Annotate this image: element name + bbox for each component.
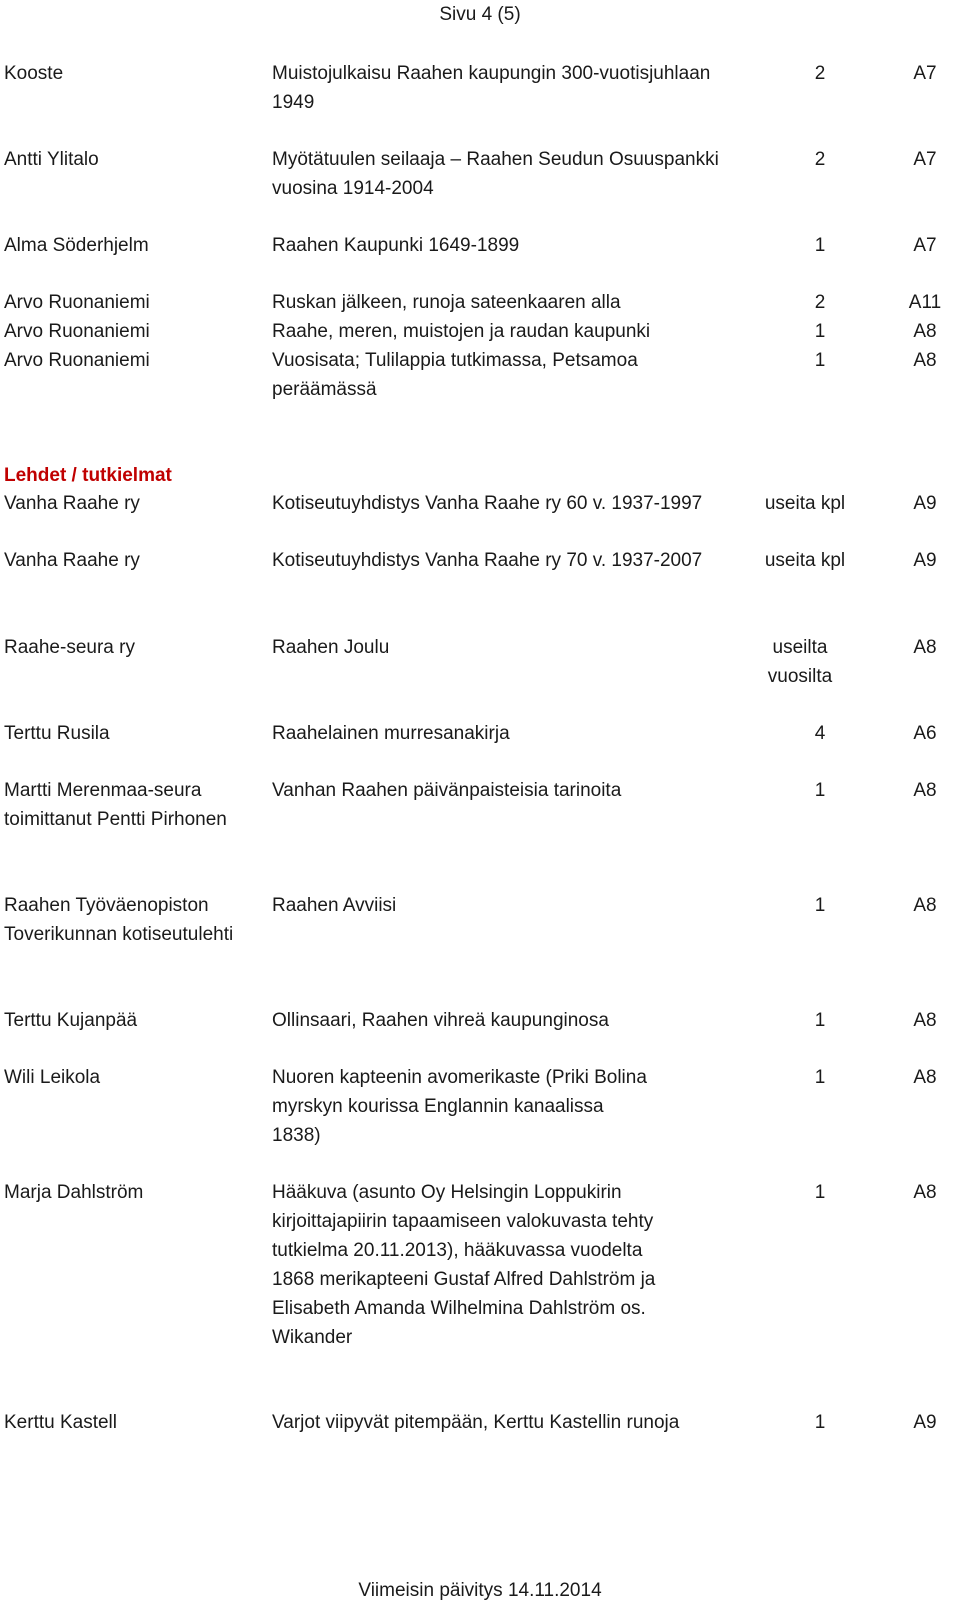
title-cell: Kotiseutuyhdistys Vanha Raahe ry 60 v. 1937-1997	[272, 493, 703, 514]
title-cell: Muistojulkaisu Raahen kaupungin 300-vuotisjuhlaan 1949	[272, 63, 711, 113]
title-cell: Raahen Avviisi	[272, 895, 397, 916]
shelf-code-cell: A7	[913, 63, 937, 84]
quantity-cell: 2	[814, 149, 826, 170]
title-cell: Myötätuulen seilaaja – Raahen Seudun Osuuspankki vuosina 1914-2004	[272, 149, 719, 199]
author-cell: Terttu Rusila	[4, 723, 110, 744]
shelf-code-cell: A7	[913, 235, 937, 256]
title-cell: Hääkuva (asunto Oy Helsingin Loppukirin kirjoittajapiirin tapaamiseen valokuvasta tehty tutkielma 20.11.2013), hääkuvassa vuodelta 1868 merikapteeni Gustaf Alfred Dahlström ja Elisabeth Amanda Wilhelmina Dahlström os. Wikander	[272, 1182, 656, 1348]
shelf-code-cell: A6	[913, 723, 937, 744]
quantity-cell: 1	[814, 1067, 826, 1088]
author-cell: Raahen Työväenopiston Toverikunnan kotiseutulehti	[4, 895, 234, 945]
title-cell: Raahe, meren, muistojen ja raudan kaupunki	[272, 321, 651, 342]
author-cell: Vanha Raahe ry	[4, 493, 140, 514]
title-cell: Vuosisata; Tulilappia tutkimassa, Petsamoa peräämässä	[272, 350, 638, 400]
section-heading: Lehdet / tutkielmat	[4, 465, 172, 486]
quantity-cell: 2	[814, 63, 826, 84]
shelf-code-cell: A11	[908, 292, 942, 313]
quantity-cell: 4	[814, 723, 826, 744]
author-cell: Martti Merenmaa-seura toimittanut Pentti Pirhonen	[4, 780, 227, 830]
title-cell: Raahen Kaupunki 1649-1899	[272, 235, 520, 256]
author-cell: Arvo Ruonaniemi	[4, 292, 150, 313]
quantity-cell: 1	[814, 321, 826, 342]
title-cell: Ruskan jälkeen, runoja sateenkaaren alla	[272, 292, 621, 313]
author-cell: Arvo Ruonaniemi	[4, 350, 150, 371]
shelf-code-cell: A9	[913, 1412, 937, 1433]
last-updated-footer: Viimeisin päivitys 14.11.2014	[358, 1580, 602, 1601]
shelf-code-cell: A8	[913, 1182, 937, 1203]
title-cell: Raahelainen murresanakirja	[272, 723, 510, 744]
quantity-cell: 1	[814, 350, 826, 371]
quantity-cell: 1	[814, 235, 826, 256]
title-cell: Nuoren kapteenin avomerikaste (Priki Bolina myrskyn kourissa Englannin kanaalissa 1838)	[272, 1067, 647, 1146]
shelf-code-cell: A8	[913, 637, 937, 658]
quantity-cell: 1	[814, 1010, 826, 1031]
shelf-code-cell: A8	[913, 350, 937, 371]
quantity-cell: 2	[814, 292, 826, 313]
title-cell: Raahen Joulu	[272, 637, 390, 658]
shelf-code-cell: A9	[913, 550, 937, 571]
author-cell: Kerttu Kastell	[4, 1412, 117, 1433]
quantity-cell: useita kpl	[764, 550, 846, 571]
shelf-code-cell: A8	[913, 1067, 937, 1088]
title-cell: Ollinsaari, Raahen vihreä kaupunginosa	[272, 1010, 609, 1031]
author-cell: Alma Söderhjelm	[4, 235, 149, 256]
title-cell: Vanhan Raahen päivänpaisteisia tarinoita	[272, 780, 622, 801]
shelf-code-cell: A8	[913, 895, 937, 916]
page-number: Sivu 4 (5)	[439, 4, 521, 25]
author-cell: Arvo Ruonaniemi	[4, 321, 150, 342]
quantity-cell: 1	[814, 1182, 826, 1203]
author-cell: Raahe-seura ry	[4, 637, 135, 658]
quantity-cell: useilta vuosilta	[767, 637, 833, 687]
shelf-code-cell: A9	[913, 493, 937, 514]
author-cell: Terttu Kujanpää	[4, 1010, 138, 1031]
author-cell: Wili Leikola	[4, 1067, 101, 1088]
shelf-code-cell: A8	[913, 1010, 937, 1031]
author-cell: Kooste	[4, 63, 64, 84]
author-cell: Antti Ylitalo	[4, 149, 99, 170]
shelf-code-cell: A7	[913, 149, 937, 170]
quantity-cell: 1	[814, 895, 826, 916]
shelf-code-cell: A8	[913, 780, 937, 801]
quantity-cell: 1	[814, 780, 826, 801]
shelf-code-cell: A8	[913, 321, 937, 342]
quantity-cell: 1	[814, 1412, 826, 1433]
author-cell: Marja Dahlström	[4, 1182, 144, 1203]
author-cell: Vanha Raahe ry	[4, 550, 140, 571]
quantity-cell: useita kpl	[764, 493, 846, 514]
title-cell: Kotiseutuyhdistys Vanha Raahe ry 70 v. 1937-2007	[272, 550, 703, 571]
title-cell: Varjot viipyvät pitempään, Kerttu Kastellin runoja	[272, 1412, 680, 1433]
